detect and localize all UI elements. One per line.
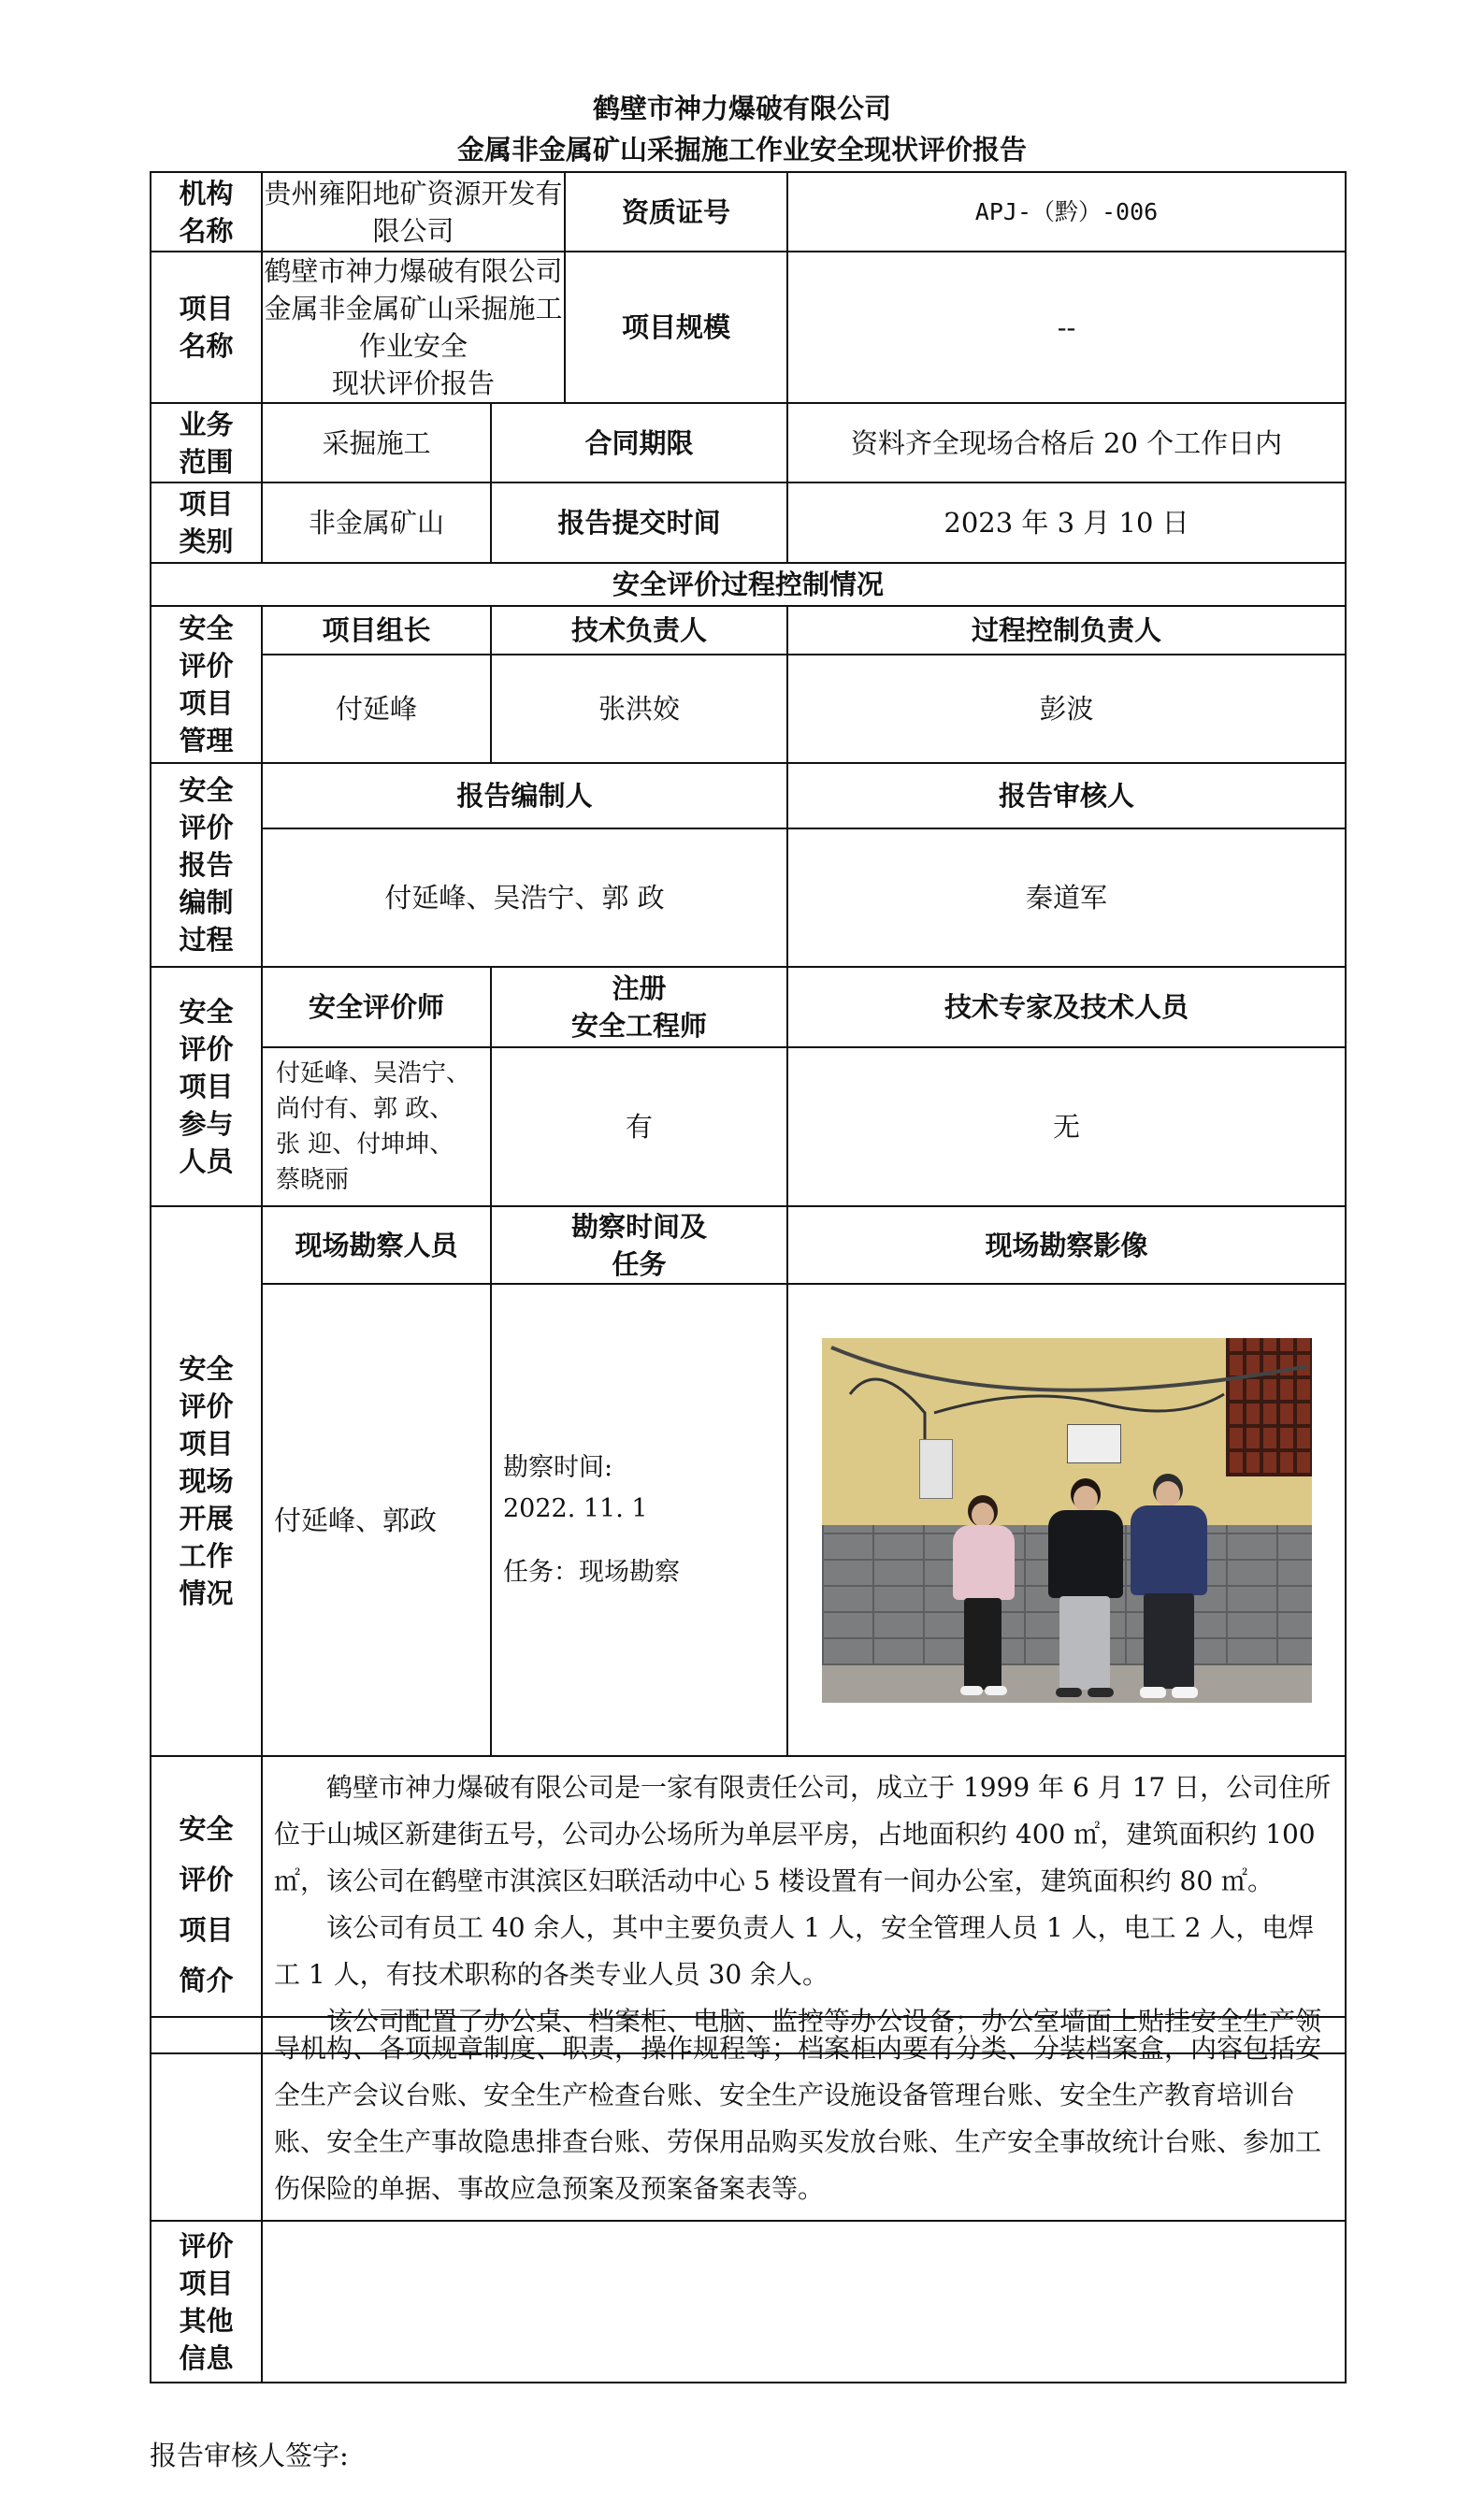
header-survey-image: 现场勘察影像 [787, 1206, 1346, 1284]
summary-text [262, 1756, 1346, 2053]
header-process-control: 过程控制负责人 [787, 606, 1346, 655]
reviewer: 秦道军 [787, 828, 1346, 967]
electric-meter [919, 1439, 953, 1499]
header-engineer: 注册 安全工程师 [491, 967, 787, 1047]
project-leader: 付延峰 [262, 655, 491, 763]
scale-value: -- [787, 252, 1346, 403]
other-info-value [262, 2221, 1346, 2383]
summary-continued: 导机构、各项规章制度、职责，操作规程等；档案柜内要有分类、分装档案盒，内容包括安全生产会议台账、安全生产检查台账、安全生产设施设备管理台账、安全生产教育培训台账、安全生产事故隐患排查台账、劳保用品购买发放台账、生产安全事故统计台账、参加工伤保险的单据、事故应急预案及预案备案表等。 [262, 2017, 1346, 2221]
submit-label: 报告提交时间 [491, 482, 787, 563]
project-label: 项目 名称 [151, 252, 262, 403]
business-value: 采掘施工 [262, 403, 491, 482]
survey-time-task: 勘察时间: 2022. 11. 1 任务：现场勘察 [491, 1284, 787, 1756]
compilation-side-label: 安全 评价 报告 编制 过程 [151, 763, 262, 967]
submit-value: 2023 年 3 月 10 日 [787, 482, 1346, 563]
summary-side-label: 安全 评价 项目 简介 [151, 1756, 262, 2053]
experts: 无 [787, 1047, 1346, 1206]
header-tech-lead: 技术负责人 [491, 606, 787, 655]
reviewer-signature-label: 报告审核人签字: [150, 2440, 349, 2471]
summary-paragraph-2: 该公司有员工 40 余人，其中主要负责人 1 人，安全管理人员 1 人，电工 2 人，电焊工 1 人，有技术职称的各类专业人员 30 余人。 [274, 1912, 1315, 1990]
header-compiler: 报告编制人 [262, 763, 787, 828]
contract-value: 资料齐全现场合格后 20 个工作日内 [787, 403, 1346, 482]
compiler: 付延峰、吴浩宁、郭 政 [262, 828, 787, 967]
org-label: 机构 名称 [151, 172, 262, 252]
evaluation-table [150, 171, 1347, 2054]
header-survey-time: 勘察时间及 任务 [491, 1206, 787, 1284]
section-title: 安全评价过程控制情况 [151, 563, 1346, 606]
header-project-leader: 项目组长 [262, 606, 491, 655]
evaluators: 付延峰、吴浩宁、 尚付有、郭 政、 张 迎、付坤坤、 蔡晓丽 [262, 1047, 491, 1206]
survey-image-cell [787, 1284, 1346, 1756]
scale-label: 项目规模 [565, 252, 787, 403]
summary-paragraph-3: 该公司配置了办公桌、档案柜、电脑、监控等办公设备；办公室墙面上贴挂安全生产领 [326, 2006, 1322, 2037]
site-side-label: 安全 评价 项目 现场 开展 工作 情况 [151, 1206, 262, 1756]
project-value: 鹤壁市神力爆破有限公司 金属非金属矿山采掘施工作业安全 现状评价报告 [262, 252, 565, 403]
continuation-side [151, 2017, 262, 2221]
company-title: 鹤壁市神力爆破有限公司 [592, 93, 891, 124]
report-title: 金属非金属矿山采掘施工作业安全现状评价报告 [456, 134, 1027, 166]
process-control: 彭波 [787, 655, 1346, 763]
header-evaluator: 安全评价师 [262, 967, 491, 1047]
header-surveyors: 现场勘察人员 [262, 1206, 491, 1284]
category-label: 项目 类别 [151, 482, 262, 563]
other-info-side-label: 评价 项目 其他 信息 [151, 2221, 262, 2383]
business-label: 业务 范围 [151, 403, 262, 482]
wires [822, 1338, 1312, 1488]
site-survey-photo [822, 1338, 1312, 1703]
header-reviewer: 报告审核人 [787, 763, 1346, 828]
wall-plaque [1067, 1424, 1121, 1463]
org-value: 贵州雍阳地矿资源开发有限公司 [262, 172, 565, 252]
summary-paragraph-1: 鹤壁市神力爆破有限公司是一家有限责任公司，成立于 1999 年 6 月 17 日，公司住所位于山城区新建街五号，公司办公场所为单层平房，占地面积约 400 ㎡，建筑面积约 100 ㎡，该公司在鹤壁市淇滨区妇联活动中心 5 楼设置有一间办公室，建筑面积约 80 ㎡。 [274, 1772, 1332, 1896]
header-experts: 技术专家及技术人员 [787, 967, 1346, 1047]
tech-lead: 张洪姣 [491, 655, 787, 763]
surveyors: 付延峰、郭政 [262, 1284, 491, 1756]
contract-label: 合同期限 [491, 403, 787, 482]
management-side-label: 安全 评价 项目 管理 [151, 606, 262, 763]
cert-label: 资质证号 [565, 172, 787, 252]
continuation-table [150, 2016, 1347, 2383]
participants-side-label: 安全 评价 项目 参与 人员 [151, 967, 262, 1206]
cert-value: APJ-（黔）-006 [787, 172, 1346, 252]
category-value: 非金属矿山 [262, 482, 491, 563]
engineer: 有 [491, 1047, 787, 1206]
